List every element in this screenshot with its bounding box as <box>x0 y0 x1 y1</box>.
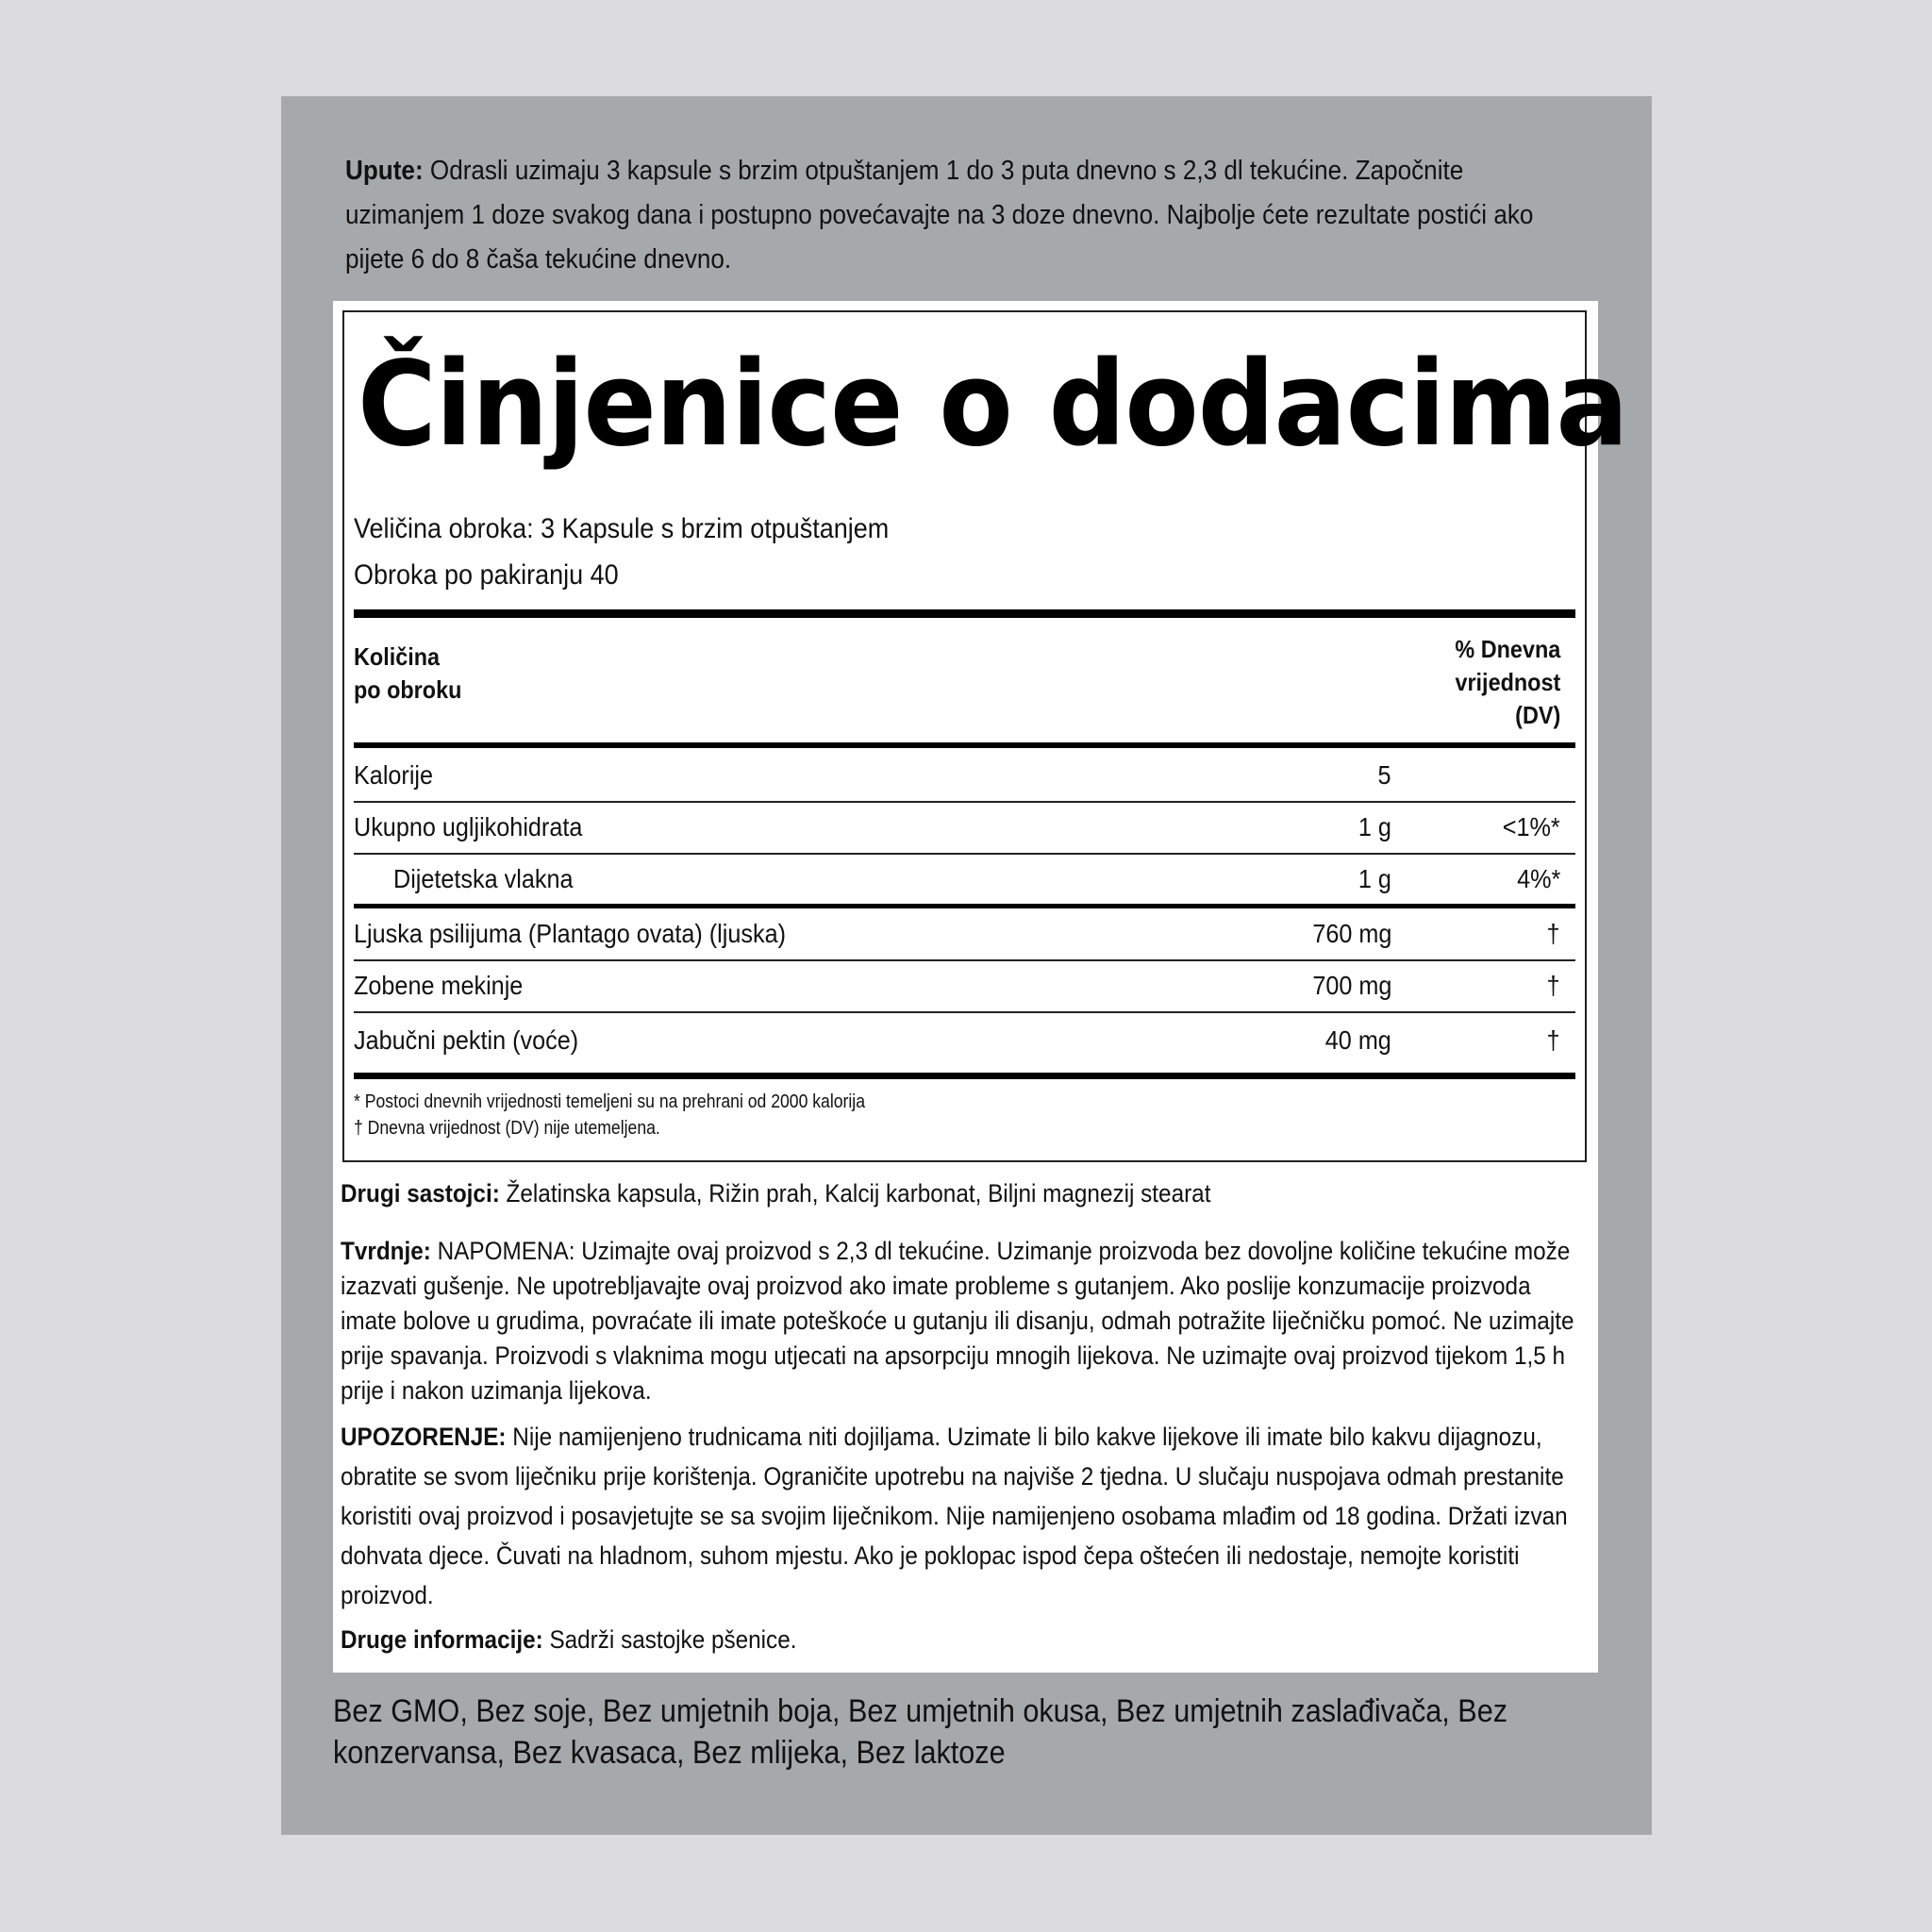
nutrient-name: Ukupno ugljikohidrata <box>354 812 583 841</box>
divider-thick <box>354 609 1575 618</box>
other-ingredients <box>341 1177 1580 1210</box>
divider-thin <box>354 853 1575 855</box>
claims-text: NAPOMENA: Uzimajte ovaj proizvod s 2,3 dl tekućine. Uzimanje proizvoda bez dovoljne količine tekućine može izazvati gušenje. Ne upotrebljavajte ovaj proizvod ako imate probleme s gutanjem. Ako poslije konzumacije proizvoda imate bolove u grudima, povraćate ili imate poteškoće u gutanju ili disanju, odmah potražite liječničku pomoć. Ne uzimajte prije spavanja. Proizvodi s vlaknima mogu utjecati na apsorpciju mnogih lijekova. Ne uzimajte ovaj proizvod tijekom 1,5 h prije i nakon uzimanja lijekova. <box>341 1237 1574 1405</box>
divider-thick <box>354 1073 1575 1079</box>
claims <box>341 1234 1580 1408</box>
ingredient-name: Jabučni pektin (voće) <box>354 1025 579 1055</box>
dv-header-line-3: (DV) <box>1514 701 1560 729</box>
ingredient-name: Ljuska psilijuma (Plantago ovata) (ljuska) <box>354 919 787 948</box>
divider-thin <box>354 959 1575 961</box>
divider-thin <box>354 801 1575 803</box>
table-row <box>354 1022 1575 1059</box>
table-row <box>354 967 1575 1005</box>
divider-thin <box>354 1011 1575 1013</box>
divider-medium <box>354 904 1575 908</box>
table-row <box>354 860 1575 898</box>
nutrient-dv: <1%* <box>1503 812 1560 841</box>
dv-header <box>1455 633 1560 732</box>
label-panel <box>281 96 1652 1835</box>
servings-per-container: Obroka po pakiranju 40 <box>354 559 619 591</box>
amount-header <box>354 641 461 707</box>
ingredient-dv: † <box>1546 1025 1560 1055</box>
warning <box>341 1417 1580 1615</box>
directions-label: Upute: <box>345 156 424 186</box>
table-row <box>354 757 1575 794</box>
footnote-daily-values: * Postoci dnevnih vrijednosti temeljeni su na prehrani od 2000 kalorija <box>354 1091 866 1112</box>
divider-thick <box>354 742 1575 748</box>
ingredient-dv: † <box>1546 919 1560 948</box>
nutrient-dv: 4%* <box>1516 864 1560 893</box>
nutrient-name: Kalorije <box>354 760 434 790</box>
ingredient-amount: 40 mg <box>1324 1025 1391 1055</box>
directions-text <box>345 149 1572 282</box>
nutrient-amount: 1 g <box>1357 864 1391 893</box>
table-row <box>354 915 1575 953</box>
warning-text: Nije namijenjeno trudnicama niti dojiljama. Uzimate li bilo kakve lijekove ili imate bilo kakvu dijagnozu, obratite se svom liječniku prije korištenja. Ograničite upotrebu na najviše 2 tjedna. U slučaju nuspojava odmah prestanite koristiti ovaj proizvod i posavjetujte se sa svojim liječnikom. Nije namijenjeno osobama mlađim od 18 godina. Držati izvan dohvata djece. Čuvati na hladnom, suhom mjestu. Ako je poklopac ispod čepa oštećen ili nedostaje, nemojte koristiti proizvod. <box>341 1423 1568 1609</box>
other-ingredients-text: Želatinska kapsula, Rižin prah, Kalcij karbonat, Biljni magnezij stearat <box>499 1179 1211 1208</box>
ingredient-amount: 700 mg <box>1311 971 1391 1000</box>
nutrient-name: Dijetetska vlakna <box>393 864 574 893</box>
nutrient-amount: 1 g <box>1357 812 1391 841</box>
dv-header-line-2: vrijednost <box>1455 668 1560 696</box>
nutrient-amount: 5 <box>1377 760 1391 790</box>
directions-body: Odrasli uzimaju 3 kapsule s brzim otpuštanjem 1 do 3 puta dnevno s 2,3 dl tekućine. Započnite uzimanjem 1 doze svakog dana i postupno povećavajte na 3 doze dnevno. Najbolje ćete rezultate postići ako pijete 6 do 8 čaša tekućine dnevno. <box>345 156 1534 275</box>
other-information <box>341 1624 1580 1657</box>
amount-header-line-1: Količina <box>354 642 441 671</box>
warning-label: UPOZORENJE: <box>341 1423 507 1451</box>
claims-label: Tvrdnje: <box>341 1237 431 1265</box>
ingredient-amount: 760 mg <box>1311 919 1391 948</box>
ingredient-name: Zobene mekinje <box>354 971 524 1000</box>
amount-header-line-2: po obroku <box>354 675 462 704</box>
page-title: Činjenice o dodacima <box>358 337 1628 473</box>
dv-header-line-1: % Dnevna <box>1455 635 1560 663</box>
supplement-facts-box <box>342 310 1628 1162</box>
footnote-dagger: † Dnevna vrijednost (DV) nije utemeljena. <box>354 1118 660 1139</box>
other-information-label: Druge informacije: <box>341 1625 543 1654</box>
other-ingredients-label: Drugi sastojci: <box>341 1179 500 1208</box>
table-row <box>354 808 1575 846</box>
serving-size: Veličina obroka: 3 Kapsule s brzim otpuštanjem <box>354 513 890 544</box>
free-from-list: Bez GMO, Bez soje, Bez umjetnih boja, Bez umjetnih okusa, Bez umjetnih zaslađivača, Bez konzervansa, Bez kvasaca, Bez mlijeka, Bez laktoze <box>333 1693 1508 1771</box>
facts-card <box>333 301 1628 1673</box>
ingredient-dv: † <box>1546 971 1560 1000</box>
other-information-text: Sadrži sastojke pšenice. <box>542 1625 797 1654</box>
